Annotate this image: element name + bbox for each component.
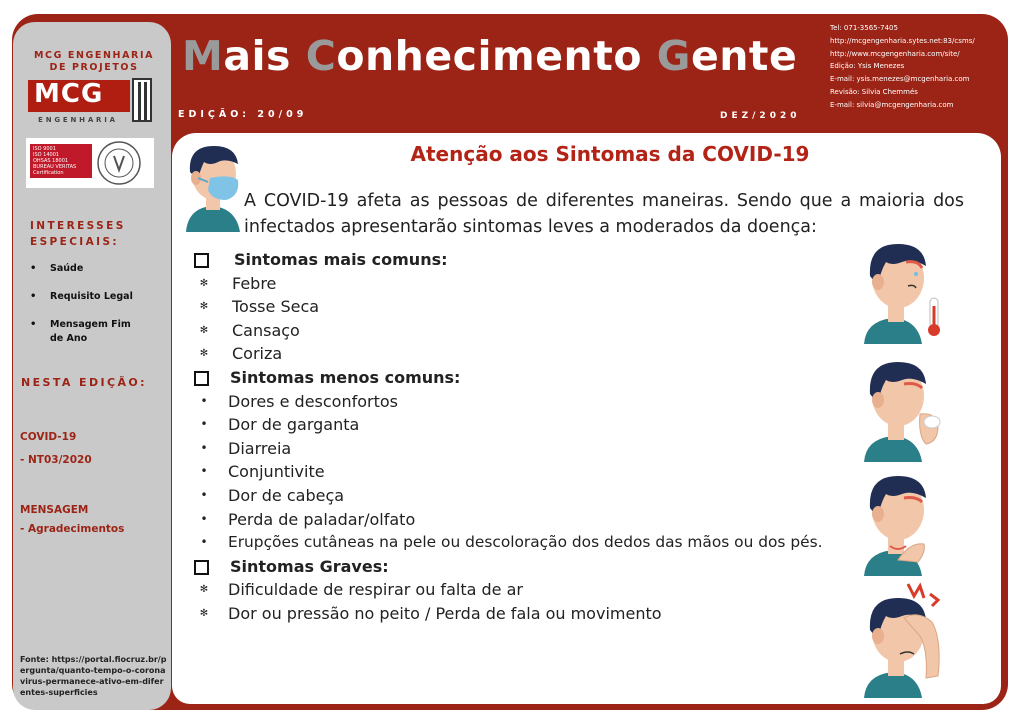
list-item-label: Coriza bbox=[232, 344, 283, 364]
title-cap-m: M bbox=[182, 32, 224, 80]
cert-line: BUREAU VERITAS bbox=[33, 164, 77, 170]
list-item-label: Dores e desconfortos bbox=[228, 391, 398, 411]
asterisk-bullet-icon: ✻ bbox=[199, 301, 209, 313]
contact-line: E-mail: ysis.menezes@mcgenharia.com bbox=[830, 75, 970, 84]
asterisk-bullet-icon: ✻ bbox=[199, 607, 209, 619]
title-cap-c: C bbox=[305, 32, 337, 80]
section-heading-menos bbox=[192, 366, 872, 390]
bureau-veritas-seal-icon bbox=[96, 140, 142, 186]
list-item-label: Tosse Seca bbox=[232, 297, 320, 317]
company-name-line1: MCG ENGENHARIA bbox=[33, 50, 155, 61]
interesses-heading-line2: ESPECIAIS: bbox=[30, 236, 120, 248]
list-item bbox=[192, 319, 872, 343]
title-part: ais bbox=[223, 32, 306, 80]
edition-date: DEZ/2020 bbox=[720, 111, 801, 121]
asterisk-bullet-icon: ✻ bbox=[199, 277, 209, 289]
mcg-logo bbox=[28, 78, 154, 128]
list-item-label: Dor de cabeça bbox=[228, 485, 345, 505]
headache-person-icon bbox=[858, 580, 950, 698]
cert-line: OHSAS 18001 bbox=[33, 158, 69, 164]
article-intro: A COVID-19 afeta as pessoas de diferentes maneiras. Sendo que a maioria dos infectados apresentarão sintomas leves a moderados da doença: bbox=[244, 191, 964, 237]
nesta-covid: COVID-19 bbox=[20, 431, 77, 443]
nesta-nt: - NT03/2020 bbox=[20, 454, 92, 466]
checkbox-icon bbox=[194, 253, 209, 268]
list-item bbox=[192, 413, 872, 437]
bullet-icon: • bbox=[200, 417, 208, 432]
logo-frame-icon bbox=[132, 78, 154, 124]
list-item-label: Erupções cutâneas na pele ou descoloração dos dedos das mãos ou dos pés. bbox=[228, 533, 823, 552]
bullet-icon: • bbox=[200, 487, 208, 502]
interesses-item-label: Requisito Legal bbox=[50, 291, 133, 302]
list-item bbox=[192, 484, 872, 508]
list-item-label: Diarreia bbox=[228, 438, 292, 458]
masked-person-icon bbox=[182, 140, 244, 232]
list-item bbox=[192, 578, 872, 602]
cert-standards bbox=[30, 144, 92, 178]
interesses-item-label: Mensagem Fim bbox=[50, 319, 131, 330]
title-part: ente bbox=[690, 32, 798, 80]
contact-info bbox=[830, 22, 1006, 112]
article-title: Atenção aos Sintomas da COVID-19 bbox=[410, 142, 810, 166]
asterisk-bullet-icon: ✻ bbox=[199, 324, 209, 336]
list-item bbox=[192, 531, 872, 555]
interesses-item bbox=[26, 290, 166, 304]
bullet-icon: • bbox=[200, 440, 208, 455]
interesses-item-label-2: de Ano bbox=[50, 333, 88, 344]
contact-line: http://mcgengenharia.sytes.net:83/csms/ bbox=[830, 36, 975, 45]
nesta-edicao-heading: NESTA EDIÇÃO: bbox=[21, 376, 147, 389]
certification-badge bbox=[26, 138, 154, 188]
title-cap-g: G bbox=[656, 32, 691, 80]
source-note: Fonte: https://portal.fiocruz.br/pergunta/quanto-tempo-o-coronavirus-permanece-ativo-em-diferentes-superficies bbox=[20, 655, 167, 697]
cert-line: ISO 14001 bbox=[33, 152, 60, 158]
contact-line: Tel: 071-3565-7405 bbox=[830, 24, 898, 32]
list-item bbox=[192, 508, 872, 532]
asterisk-bullet-icon: ✻ bbox=[199, 348, 209, 360]
nesta-agradecimentos: - Agradecimentos bbox=[20, 523, 125, 535]
cert-line: Certification bbox=[33, 170, 64, 176]
section-heading-graves bbox=[192, 555, 872, 579]
interesses-list bbox=[26, 262, 166, 360]
list-item bbox=[192, 272, 872, 296]
list-item bbox=[192, 342, 872, 366]
list-item bbox=[192, 390, 872, 414]
list-item bbox=[192, 437, 872, 461]
section-heading-label: Sintomas mais comuns: bbox=[234, 250, 448, 269]
list-item-label: Dor de garganta bbox=[228, 415, 360, 435]
list-item-label: Dificuldade de respirar ou falta de ar bbox=[228, 580, 523, 600]
section-heading-label: Sintomas menos comuns: bbox=[230, 367, 461, 387]
interesses-heading-line1: INTERESSES bbox=[30, 220, 126, 232]
fever-person-icon bbox=[858, 236, 950, 344]
list-item-label: Febre bbox=[232, 273, 277, 293]
bullet-icon: • bbox=[200, 535, 208, 550]
sore-throat-person-icon bbox=[858, 468, 950, 576]
section-heading-label: Sintomas Graves: bbox=[230, 556, 389, 576]
bullet-icon: • bbox=[200, 464, 208, 479]
coughing-person-icon bbox=[858, 354, 950, 462]
bullet-icon: • bbox=[200, 511, 208, 526]
symptom-list bbox=[192, 248, 872, 626]
edition-number: EDIÇÃO: 20/09 bbox=[178, 109, 308, 120]
interesses-item bbox=[26, 262, 166, 276]
list-item-label: Dor ou pressão no peito / Perda de fala ou movimento bbox=[228, 603, 662, 623]
contact-line: Revisão: Silvia Chemmés bbox=[830, 87, 918, 96]
asterisk-bullet-icon: ✻ bbox=[199, 584, 209, 596]
newsletter-title bbox=[182, 32, 797, 80]
bullet-icon: • bbox=[200, 393, 208, 408]
interesses-item bbox=[26, 318, 166, 346]
logo-text: MCG bbox=[34, 79, 104, 109]
interesses-item-label: Saúde bbox=[50, 263, 84, 274]
list-item bbox=[192, 460, 872, 484]
title-part: onhecimento bbox=[336, 32, 657, 80]
section-heading-comuns bbox=[192, 248, 872, 272]
list-item-label: Conjuntivite bbox=[228, 462, 325, 482]
list-item-label: Cansaço bbox=[232, 320, 300, 340]
cert-line: ISO 9001 bbox=[33, 146, 56, 152]
company-name bbox=[20, 50, 168, 74]
list-item bbox=[192, 295, 872, 319]
contact-line: Edição: Ysis Menezes bbox=[830, 62, 905, 71]
contact-line: E-mail: silvia@mcgengenharia.com bbox=[830, 100, 954, 109]
checkbox-icon bbox=[194, 560, 209, 575]
logo-subtitle: ENGENHARIA bbox=[38, 116, 118, 124]
interesses-heading bbox=[30, 218, 126, 250]
list-item-label: Perda de paladar/olfato bbox=[228, 509, 416, 529]
checkbox-icon bbox=[194, 371, 209, 386]
company-name-line2: DE PROJETOS bbox=[49, 62, 139, 73]
nesta-mensagem: MENSAGEM bbox=[20, 504, 89, 516]
list-item bbox=[192, 602, 872, 626]
contact-line: http://www.mcgengenharia.com/site/ bbox=[830, 49, 960, 58]
